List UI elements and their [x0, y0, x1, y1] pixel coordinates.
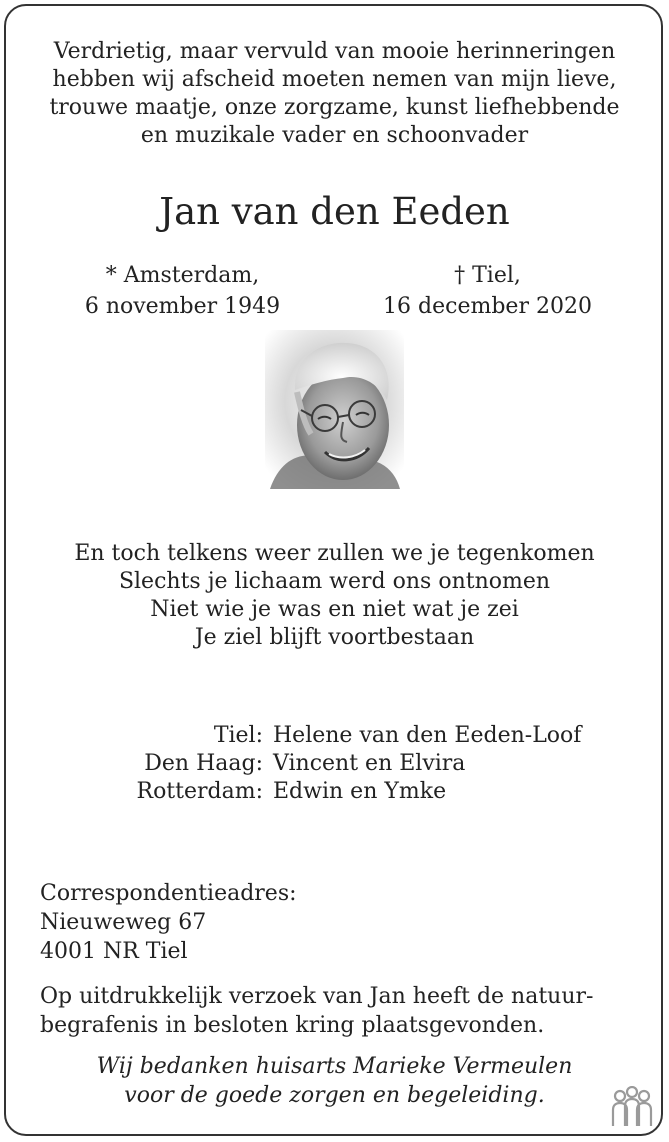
- birth-date: 6 november 1949: [84, 294, 281, 319]
- death-place: † Tiel,: [454, 263, 521, 288]
- intro-line: hebben wij afscheid moeten nemen van mijn lieve,: [52, 67, 617, 92]
- thanks-line: voor de goede zorgen en begeleiding.: [124, 1083, 545, 1108]
- family-row: [0, 750, 669, 778]
- thanks-text: [20, 1052, 649, 1110]
- death-info: [370, 260, 605, 322]
- poem-line: Je ziel blijft voortbestaan: [194, 625, 475, 650]
- poem-line: En toch telkens weer zullen we je tegenkomen: [74, 541, 595, 566]
- family-place: Den Haag:: [144, 751, 263, 776]
- poem: [20, 540, 649, 652]
- intro-line: Verdrietig, maar vervuld van mooie herinneringen: [53, 39, 616, 64]
- family-row: [0, 778, 669, 806]
- poem-line: Slechts je lichaam werd ons ontnomen: [118, 569, 551, 594]
- correspondence-address: [40, 879, 297, 966]
- family-row: [0, 722, 669, 750]
- death-date: 16 december 2020: [383, 294, 592, 319]
- intro-text: [20, 38, 649, 150]
- birth-info: [70, 260, 295, 322]
- people-group-icon: [606, 1086, 658, 1128]
- portrait-photo: [265, 330, 404, 489]
- family-names: Helene van den Eeden-Loof: [273, 723, 582, 748]
- birth-place: * Amsterdam,: [105, 263, 260, 288]
- address-street: Nieuweweg 67: [40, 910, 207, 935]
- deceased-name: Jan van den Eeden: [159, 190, 510, 233]
- funeral-note: [40, 982, 593, 1040]
- address-heading: Correspondentieadres:: [40, 881, 297, 906]
- family-names: Vincent en Elvira: [273, 751, 466, 776]
- family-list: [0, 722, 669, 806]
- thanks-line: Wij bedanken huisarts Marieke Vermeulen: [96, 1054, 573, 1079]
- address-city: 4001 NR Tiel: [40, 939, 188, 964]
- family-place: Rotterdam:: [136, 779, 263, 804]
- poem-line: Niet wie je was en niet wat je zei: [150, 597, 519, 622]
- note-line: Op uitdrukkelijk verzoek van Jan heeft de natuur-: [40, 984, 594, 1009]
- intro-line: trouwe maatje, onze zorgzame, kunst liefhebbende: [49, 95, 620, 120]
- intro-line: en muzikale vader en schoonvader: [140, 123, 529, 148]
- note-line: begrafenis in besloten kring plaatsgevonden.: [40, 1013, 545, 1038]
- family-place: Tiel:: [213, 723, 263, 748]
- family-names: Edwin en Ymke: [273, 779, 447, 804]
